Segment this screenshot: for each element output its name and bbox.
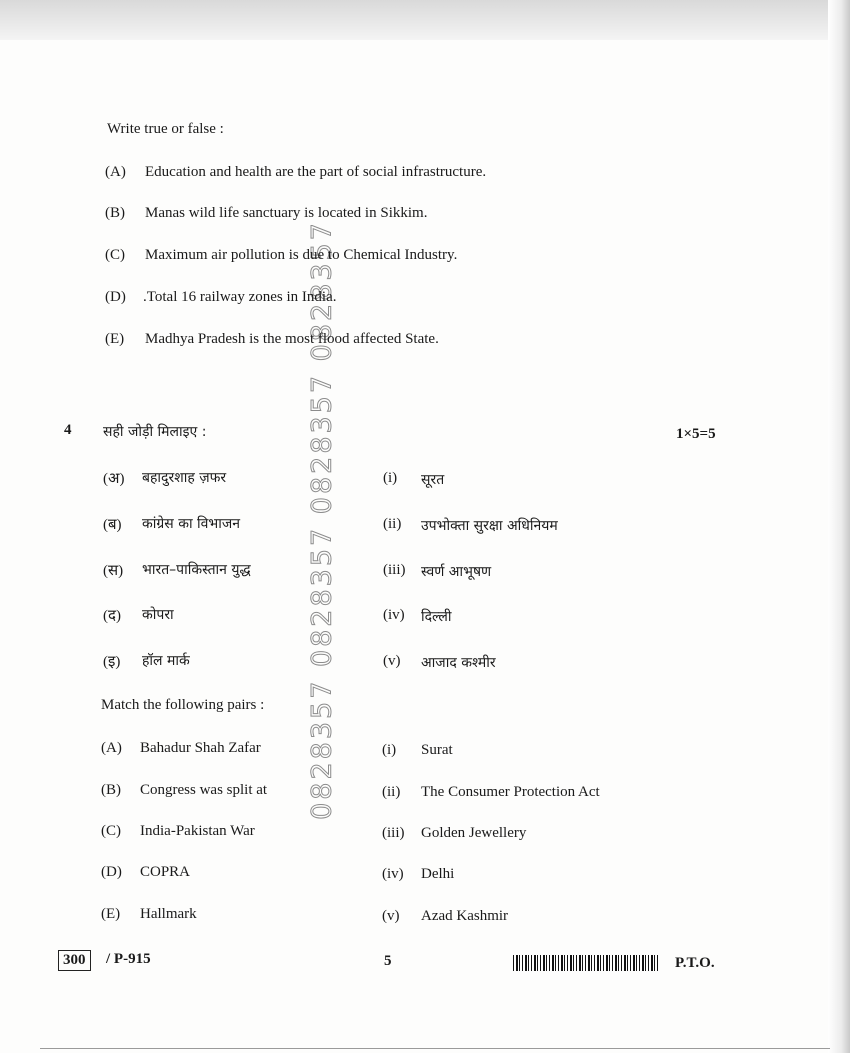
english-pair-right-label: (iv) bbox=[382, 866, 404, 882]
english-pair-right: The Consumer Protection Act bbox=[421, 784, 600, 800]
tf-item-label: (A) bbox=[105, 164, 126, 180]
english-pair-left-label: (C) bbox=[101, 823, 121, 839]
pto-label: P.T.O. bbox=[675, 955, 715, 971]
english-pair-left-label: (A) bbox=[101, 740, 122, 756]
hindi-pair-right: सूरत bbox=[421, 472, 445, 488]
hindi-pair-left-label: (इ) bbox=[103, 654, 121, 670]
hindi-pair-right-label: (iii) bbox=[383, 562, 406, 578]
tf-item-text: Maximum air pollution is due to Chemical Industry. bbox=[145, 247, 458, 263]
hindi-pair-left-label: (द) bbox=[103, 608, 121, 624]
english-pair-left-label: (D) bbox=[101, 864, 122, 880]
hindi-pair-right: स्वर्ण आभूषण bbox=[421, 564, 492, 580]
english-match-heading: Match the following pairs : bbox=[101, 697, 265, 713]
english-pair-left: Bahadur Shah Zafar bbox=[140, 740, 261, 756]
hindi-pair-left-label: (ब) bbox=[103, 517, 122, 533]
question-marks: 1×5=5 bbox=[676, 426, 716, 442]
english-pair-left: COPRA bbox=[140, 864, 191, 880]
scan-right-edge bbox=[828, 0, 850, 1053]
tf-item-text: Madhya Pradesh is the most flood affected State. bbox=[145, 331, 439, 347]
watermark-text: 0828357 0828357 0828357 0828357 bbox=[306, 220, 338, 820]
english-pair-left-label: (E) bbox=[101, 906, 121, 922]
hindi-pair-left: हॉल मार्क bbox=[142, 653, 190, 669]
hindi-pair-right-label: (v) bbox=[383, 653, 401, 669]
tf-item-label: (D) bbox=[105, 289, 126, 305]
english-pair-right: Delhi bbox=[421, 866, 455, 882]
hindi-pair-left-label: (अ) bbox=[103, 471, 125, 487]
english-pair-right-label: (ii) bbox=[382, 784, 401, 800]
hindi-pair-right-label: (iv) bbox=[383, 607, 405, 623]
hindi-pair-left: कोपरा bbox=[142, 607, 174, 623]
question-hindi-heading: सही जोड़ी मिलाइए : bbox=[103, 424, 207, 440]
english-pair-right-label: (i) bbox=[382, 742, 397, 758]
hindi-pair-right: उपभोक्ता सुरक्षा अधिनियम bbox=[421, 518, 558, 534]
hindi-pair-left: कांग्रेस का विभाजन bbox=[142, 516, 241, 532]
tf-heading: Write true or false : bbox=[107, 121, 224, 137]
hindi-pair-left-label: (स) bbox=[103, 563, 124, 579]
tf-item-text: Manas wild life sanctuary is located in Sikkim. bbox=[145, 205, 428, 221]
english-pair-right-label: (iii) bbox=[382, 825, 405, 841]
tf-item-text: .Total 16 railway zones in India. bbox=[143, 289, 337, 305]
hindi-pair-right-label: (i) bbox=[383, 470, 398, 486]
paper-code: / P-915 bbox=[106, 951, 151, 967]
barcode bbox=[513, 955, 658, 971]
english-pair-left: India-Pakistan War bbox=[140, 823, 255, 839]
scan-top-shadow bbox=[0, 0, 850, 40]
tf-item-label: (C) bbox=[105, 247, 125, 263]
paper-number-box: 300 bbox=[58, 950, 91, 971]
english-pair-right: Azad Kashmir bbox=[421, 908, 509, 924]
english-pair-right: Surat bbox=[421, 742, 453, 758]
english-pair-left: Hallmark bbox=[140, 906, 197, 922]
english-pair-right-label: (v) bbox=[382, 908, 400, 924]
page-number: 5 bbox=[384, 953, 392, 969]
hindi-pair-right-label: (ii) bbox=[383, 516, 402, 532]
tf-item-text: Education and health are the part of social infrastructure. bbox=[145, 164, 487, 180]
page-bottom-rule bbox=[40, 1048, 830, 1049]
tf-item-label: (B) bbox=[105, 205, 125, 221]
english-pair-right: Golden Jewellery bbox=[421, 825, 527, 841]
question-number: 4 bbox=[64, 422, 72, 438]
hindi-pair-right: आजाद कश्मीर bbox=[421, 655, 496, 671]
hindi-pair-left: भारत–पाकिस्तान युद्ध bbox=[142, 562, 251, 578]
watermark bbox=[306, 220, 338, 820]
english-pair-left: Congress was split at bbox=[140, 782, 268, 798]
english-pair-left-label: (B) bbox=[101, 782, 121, 798]
hindi-pair-right: दिल्ली bbox=[421, 609, 452, 625]
tf-item-label: (E) bbox=[105, 331, 125, 347]
hindi-pair-left: बहादुरशाह ज़फर bbox=[142, 470, 227, 486]
